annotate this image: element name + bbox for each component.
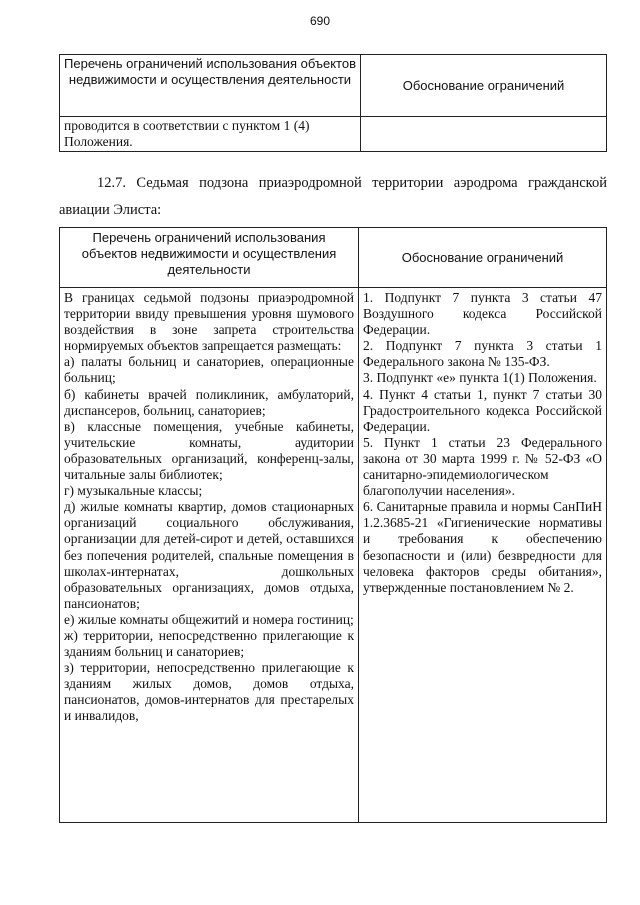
page-number: 690 (309, 14, 331, 28)
list-item: а) палаты больниц и санаториев, операционные больниц; (64, 354, 354, 386)
list-item: 1. Подпункт 7 пункта 3 статьи 47 Воздушного кодекса Российской Федерации. (363, 290, 602, 338)
list-item: б) кабинеты врачей поликлиник, амбулаторий, диспансеров, больниц, санаториев; (64, 386, 354, 418)
list-item: В границах седьмой подзоны приаэродромной территории ввиду превышения уровня шумового воздействия в зоне запрета строительства нормируемых объектов запрещается размещать: (64, 290, 354, 354)
list-item: 3. Подпункт «е» пункта 1(1) Положения. (363, 370, 597, 386)
list-item: 6. Санитарные правила и нормы СанПиН 1.2.3685-21 «Гигиенические нормативы и требования к обеспечению безопасности и (или) безвредности для человека факторов среды обитания», утвержденные постановлением № 2. (363, 499, 602, 595)
section-heading: 12.7. Седьмая подзона приаэродромной территории аэродрома гражданской авиации Элиста: (59, 175, 607, 218)
justification-cell (361, 117, 607, 152)
restrictions-cell (60, 288, 359, 823)
table-row (60, 288, 607, 823)
header-justification: Обоснование ограничений (361, 55, 607, 117)
list-item: 5. Пункт 1 статьи 23 Федерального закона от 30 марта 1999 г. № 52-ФЗ «О санитарно-эпидемиологическом благополучии населения». (363, 434, 602, 499)
header-restrictions: Перечень ограничений использования объектов недвижимости и осуществления деятельности (60, 228, 359, 288)
restriction-cell: проводится в соответствии с пунктом 1 (4) Положения. (60, 117, 361, 152)
list-item: в) классные помещения, учебные кабинеты, учительские комнаты, аудитории образовательных организаций, конференц-залы, читальные залы библиотек; (64, 418, 354, 483)
justifications-cell (359, 288, 607, 823)
list-item: е) жилые комнаты общежитий и номера гостиниц; (64, 611, 354, 627)
table-continuation (59, 54, 607, 152)
list-item: г) музыкальные классы; (64, 483, 203, 499)
table-header-row (60, 228, 607, 288)
table-header-row (60, 55, 607, 117)
table-row (60, 117, 607, 152)
table-subzone-7 (59, 227, 607, 823)
list-item: 2. Подпункт 7 пункта 3 статьи 1 Федерального закона № 135-ФЗ. (363, 338, 602, 370)
list-item: ж) территории, непосредственно прилегающие к зданиям больниц и санаториев; (64, 627, 354, 660)
header-justification: Обоснование ограничений (359, 228, 607, 288)
list-item: 4. Пункт 4 статьи 1, пункт 7 статьи 30 Градостроительного кодекса Российской Федерации. (363, 386, 602, 434)
list-item: д) жилые комнаты квартир, домов стационарных организаций социального обслуживания, организации для детей-сирот и детей, оставшихся без попечения родителей, спальные помещения в школах-интернатах, дошкольных образовательных организациях, домов отдыха, пансионатов; (64, 499, 354, 611)
list-item: з) территории, непосредственно прилегающие к зданиям жилых домов, домов отдыха, пансионатов, домов-интернатов для престарелых и инвалидов, (64, 660, 354, 724)
header-restrictions: Перечень ограничений использования объектов недвижимости и осуществления деятельности (60, 55, 361, 117)
